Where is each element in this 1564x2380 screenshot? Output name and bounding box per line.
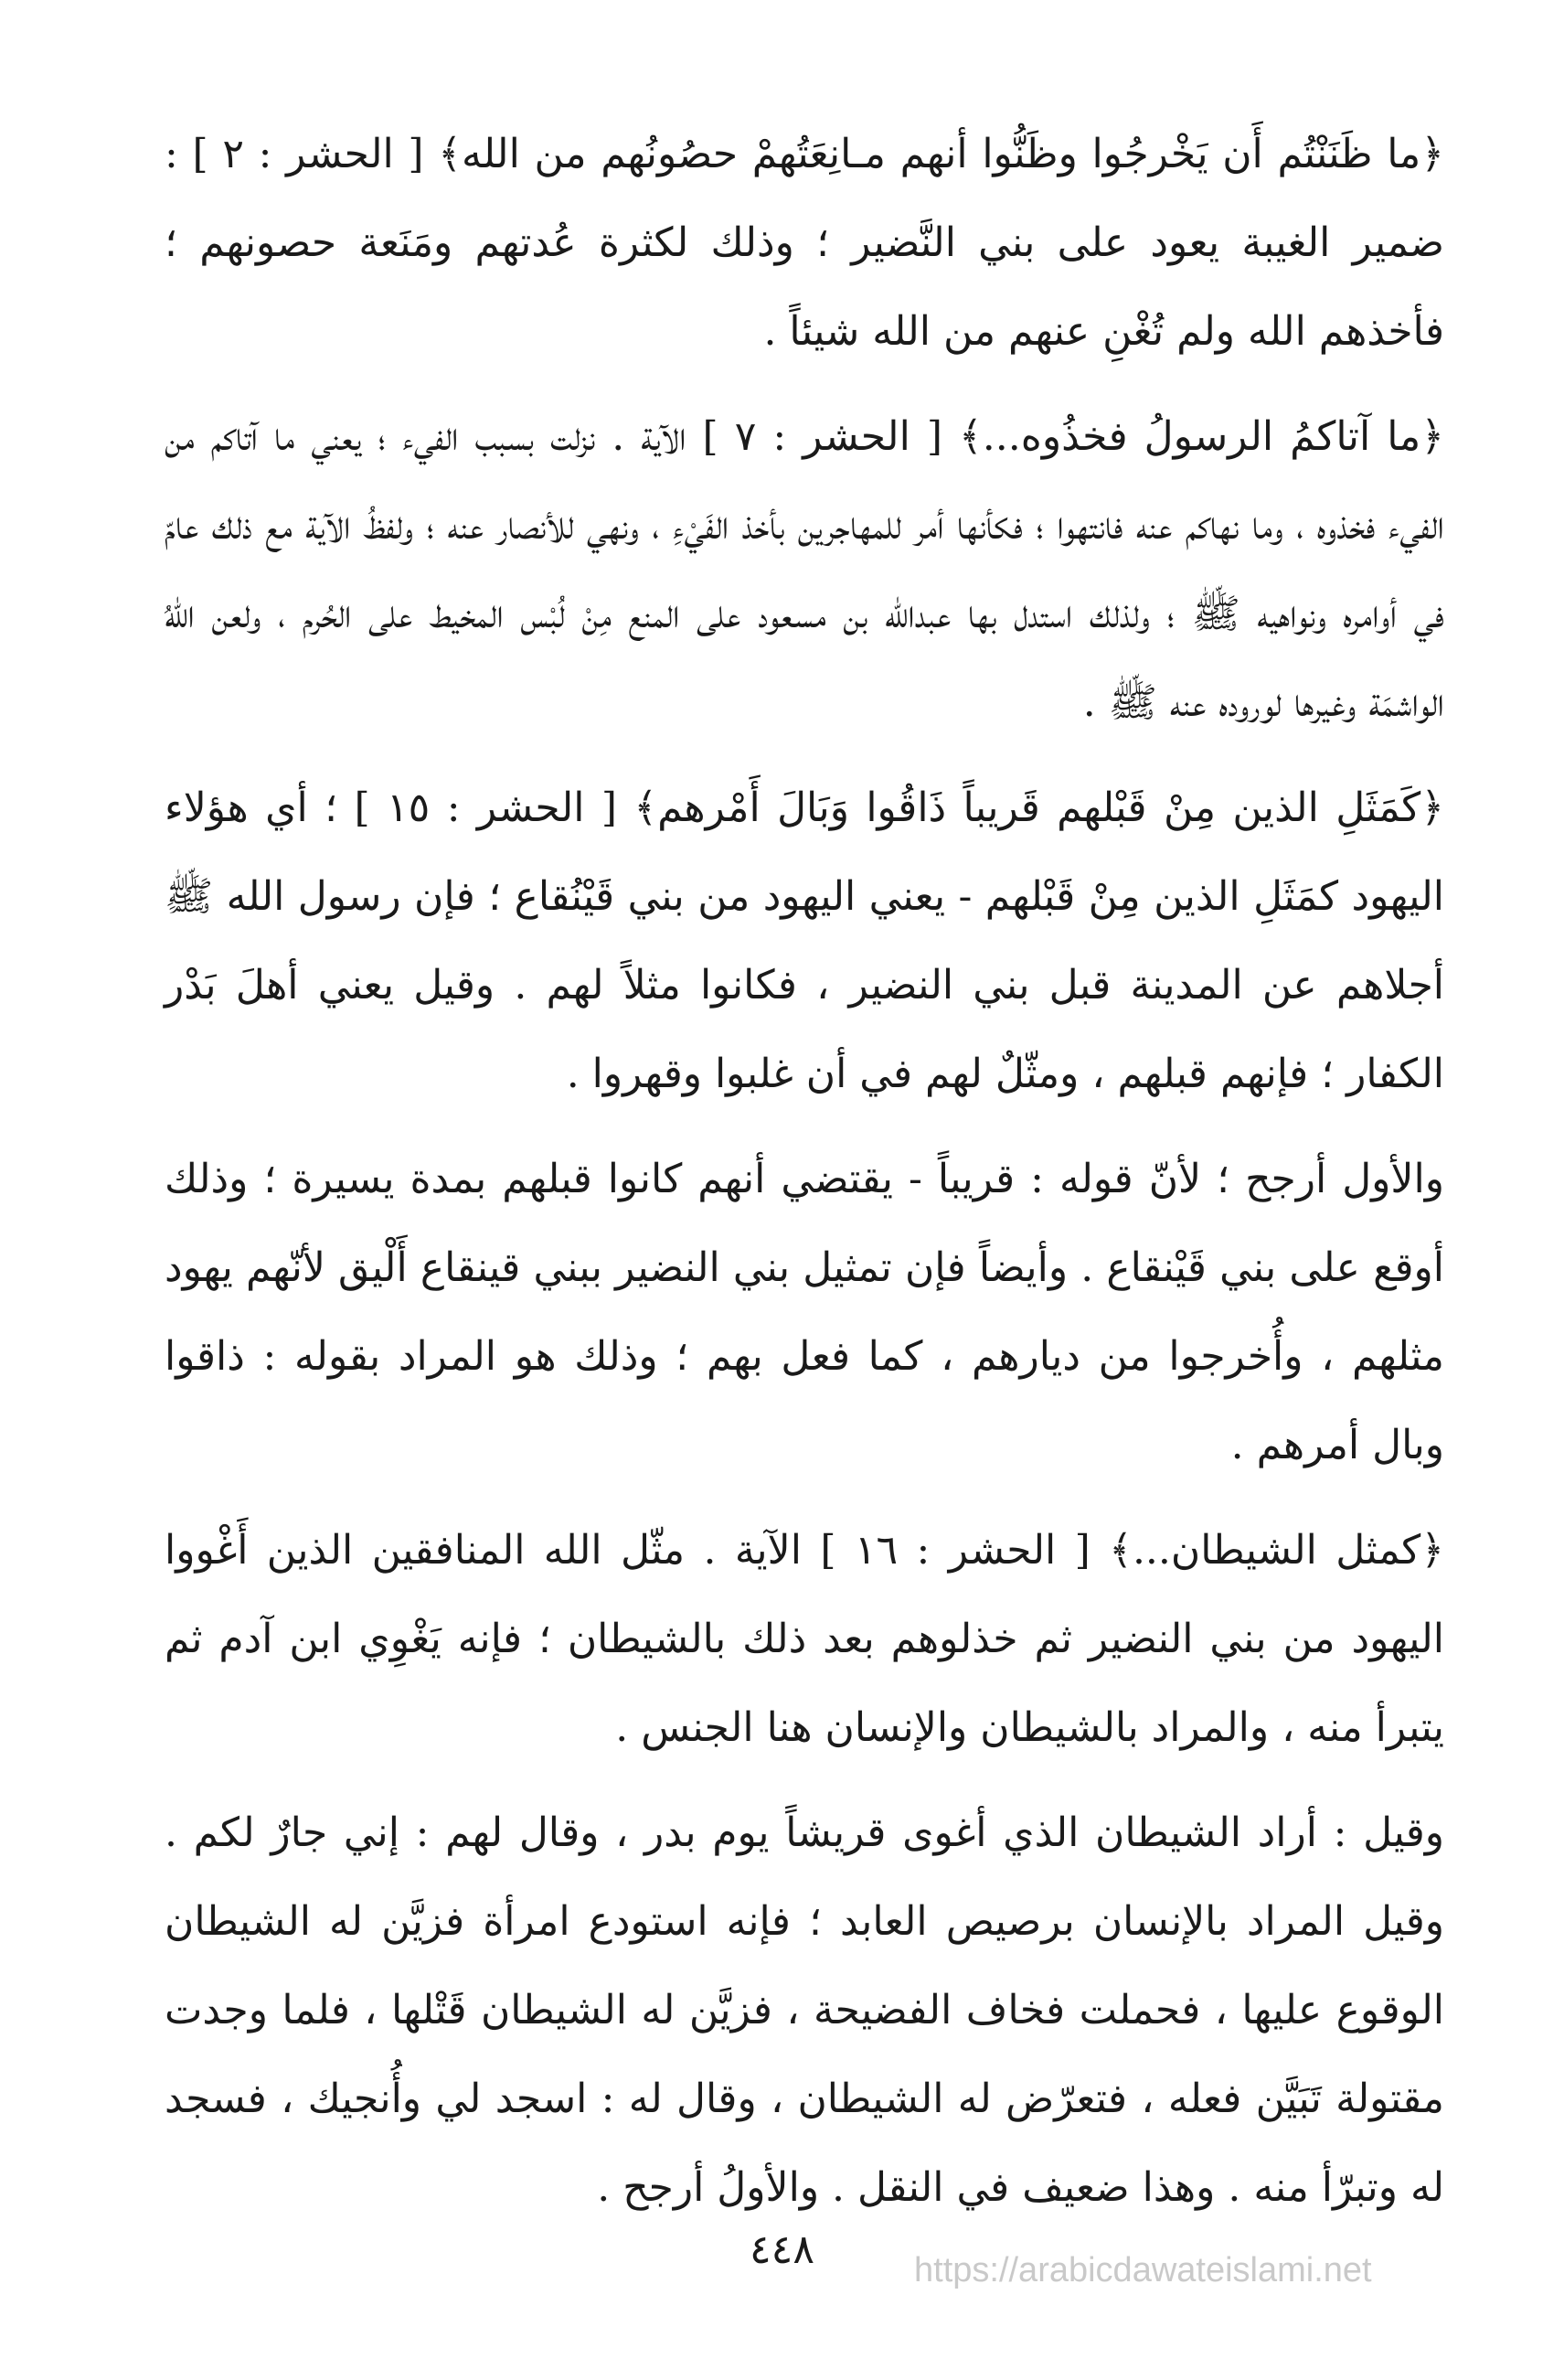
paragraph-al-hashr-7: ﴿ما آتاكمُ الرسولُ فخذُوه...﴾ [ الحشر : ٧ ] الآية . نزلت بسبب الفيء ؛ يعني ما آتاكم من الفيء فخذوه ، وما نهاكم عنه فانتهوا ؛ فكأنها أمر للمهاجرين بأخذ الفَيْءِ ، ونهي للأنصار عنه ؛ ولفظُ الآية مع ذلك عامّ في أوامره ونواهيه ﷺ ؛ ولذلك استدل بها عبدالله بن مسعود على المنع مِنْ لُبْس المخيط على الحُرم ، ولعن اللهُ الواشمَة وغيرها لوروده عنه ﷺ .: [165, 413, 1444, 726]
paragraph-al-hashr-15: ﴿كَمَثَلِ الذين مِنْ قَبْلهم قَريباً ذَاقُوا وَبَالَ أَمْرهم﴾ [ الحشر : ١٥ ] ؛ أي هؤلاء اليهود كمَثَلِ الذين مِنْ قَبْلهم - يعني اليهود من بني قَيْنُقاع ؛ فإن رسول الله ﷺ أجلاهم عن المدينة قبل بني النضير ، فكانوا مثلاً لهم . وقيل يعني أهلَ بَدْر الكفار ؛ فإنهم قبلهم ، ومثّلٌ لهم في أن غلبوا وقهروا .: [165, 784, 1444, 1097]
page-body: [165, 110, 1444, 2248]
page-number: ٤٤٨: [750, 2226, 814, 2273]
paragraph-first-opinion: والأول أرجح ؛ لأنّ قوله : قريباً - يقتضي أنهم كانوا قبلهم بمدة يسيرة ؛ وذلك أوقع على بني قَيْنقاع . وأيضاً فإن تمثيل بني النضير ببني قينقاع أَلْيق لأنّهم يهود مثلهم ، وأُخرجوا من ديارهم ، كما فعل بهم ؛ وذلك هو المراد بقوله : ذاقوا وبال أمرهم .: [165, 1156, 1444, 1468]
paragraph-other-opinion: وقيل : أراد الشيطان الذي أغوى قريشاً يوم بدر ، وقال لهم : إني جارٌ لكم . وقيل المراد بالإنسان برصيص العابد ؛ فإنه استودع امرأة فزيَّن له الشيطان الوقوع عليها ، فحملت فخاف الفضيحة ، فزيَّن له الشيطان قَتْلها ، فلما وجدت مقتولة تَبَيَّن فعله ، فتعرّض له الشيطان ، وقال له : اسجد لي وأُنجيك ، فسجد له وتبرّأ منه . وهذا ضعيف في النقل . والأولُ أرجح .: [165, 1809, 1444, 2211]
paragraph-al-hashr-16: ﴿كمثل الشيطان...﴾ [ الحشر : ١٦ ] الآية . مثّل الله المنافقين الذين أَغْووا اليهود من بني النضير ثم خذلوهم بعد ذلك بالشيطان ؛ فإنه يَغْوِي ابن آدم ثم يتبرأ منه ، والمراد بالشيطان والإنسان هنا الجنس .: [165, 1527, 1445, 1751]
paragraph-al-hashr-2: ﴿ما ظَنَنْتُم أَن يَخْرجُوا وظَنُّوا أنهم مـانِعَتُهمْ حصُونُهم من الله﴾ [ الحشر : ٢ ] : ضمير الغيبة يعود على بني النَّضير ؛ وذلك لكثرة عُدتهم ومَنَعة حصونهم ؛ فأخذهم الله ولم تُغْنِ عنهم من الله شيئاً .: [165, 131, 1445, 355]
watermark-url: https://arabicdawateislami.net: [914, 2251, 1372, 2289]
